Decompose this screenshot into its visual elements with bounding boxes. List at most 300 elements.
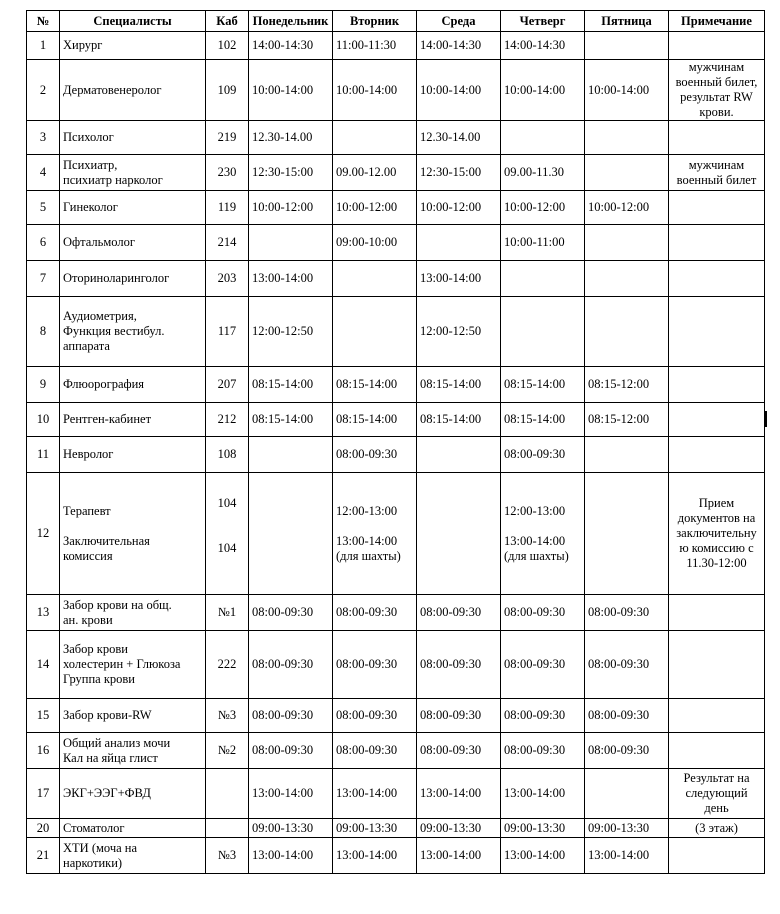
friday-cell: [585, 60, 669, 121]
note-cell: [669, 297, 765, 367]
friday-cell-line: 10:00-14:00: [588, 82, 650, 97]
specialist-cell-line: Офтальмолог: [63, 235, 135, 249]
room-cell-line: 119: [217, 200, 237, 214]
tuesday-cell: [333, 595, 417, 631]
room-cell: [206, 769, 249, 819]
room-cell-line: [209, 556, 245, 571]
specialist-cell-line: Терапевт: [63, 503, 111, 518]
tuesday-cell: [333, 733, 417, 769]
header-tuesday: Вторник: [333, 11, 417, 32]
schedule-body: [27, 32, 765, 874]
monday-cell: [249, 32, 333, 60]
specialist-cell: [60, 473, 206, 595]
specialist-cell-line: Забор крови: [63, 642, 128, 656]
note-cell: [669, 32, 765, 60]
note-cell-line: военный билет: [676, 172, 757, 187]
room-cell: [206, 155, 249, 191]
row-number: 13: [27, 595, 60, 631]
thursday-cell: [501, 819, 585, 838]
friday-cell: [585, 121, 669, 155]
header-thursday: Четверг: [501, 11, 585, 32]
note-cell-line: (3 этаж): [695, 820, 738, 835]
friday-cell: [585, 819, 669, 838]
wednesday-cell: [417, 121, 501, 155]
thursday-cell-line: 10:00-12:00: [504, 200, 566, 214]
specialist-cell: [60, 631, 206, 699]
thursday-cell: [501, 437, 585, 473]
monday-cell-line: 08:00-09:30: [252, 605, 314, 619]
table-row: [27, 819, 765, 838]
note-cell-line: мужчинам: [688, 60, 745, 74]
row-number: 11: [27, 437, 60, 473]
note-cell-line: Результат на: [683, 771, 750, 785]
wednesday-cell-line: 10:00-12:00: [420, 200, 482, 214]
row-number: 6: [27, 225, 60, 261]
thursday-cell: [501, 155, 585, 191]
note-cell: [669, 733, 765, 769]
specialist-cell: [60, 437, 206, 473]
header-wednesday: Среда: [417, 11, 501, 32]
note-cell-line: день: [704, 801, 729, 815]
note-cell: [669, 437, 765, 473]
row-number: 16: [27, 733, 60, 769]
row-number: 9: [27, 367, 60, 403]
specialist-cell: [60, 699, 206, 733]
friday-cell: [585, 699, 669, 733]
wednesday-cell-line: 08:15-14:00: [420, 412, 482, 426]
monday-cell: [249, 121, 333, 155]
specialist-cell-line: наркотики): [63, 855, 123, 870]
specialist-cell-line: Дерматовенеролог: [63, 82, 162, 97]
room-cell-line: №2: [217, 743, 237, 757]
tuesday-cell: [333, 699, 417, 733]
tuesday-cell-line: 08:00-09:30: [336, 447, 398, 461]
wednesday-cell-line: 12.30-14.00: [420, 130, 481, 144]
note-cell: [669, 699, 765, 733]
friday-cell: [585, 769, 669, 819]
friday-cell: [585, 367, 669, 403]
specialist-cell: [60, 60, 206, 121]
monday-cell-line: 08:00-09:30: [252, 657, 314, 671]
friday-cell-line: 08:00-09:30: [588, 708, 650, 722]
thursday-cell-line: 08:15-14:00: [504, 412, 566, 426]
monday-cell: [249, 838, 333, 874]
room-cell: [206, 733, 249, 769]
specialist-cell-line: Заключительная: [63, 533, 150, 548]
wednesday-cell: [417, 60, 501, 121]
specialist-cell: [60, 32, 206, 60]
room-cell-line: 104: [217, 541, 237, 555]
specialist-cell-line: ХТИ (моча на: [63, 840, 138, 855]
tuesday-cell-line: 13:00-14:00: [336, 533, 398, 548]
monday-cell-line: 09:00-13:30: [252, 820, 314, 835]
monday-cell: [249, 769, 333, 819]
wednesday-cell-line: 09:00-13:30: [420, 820, 482, 835]
specialist-cell: [60, 155, 206, 191]
specialist-cell-line: Гинеколог: [63, 200, 118, 214]
tuesday-cell-line: 13:00-14:00: [336, 848, 398, 862]
note-cell-line: крови.: [699, 105, 734, 119]
wednesday-cell-line: 13:00-14:00: [420, 848, 482, 862]
row-number: 17: [27, 769, 60, 819]
tuesday-cell: [333, 631, 417, 699]
thursday-cell: [501, 473, 585, 595]
monday-cell: [249, 191, 333, 225]
monday-cell-line: 14:00-14:30: [252, 38, 314, 52]
monday-cell: [249, 595, 333, 631]
wednesday-cell: [417, 191, 501, 225]
room-cell: [206, 121, 249, 155]
thursday-cell: [501, 191, 585, 225]
note-cell: [669, 121, 765, 155]
wednesday-cell-line: 12:30-15:00: [420, 165, 482, 179]
specialist-cell-line: Рентген-кабинет: [63, 412, 152, 426]
friday-cell: [585, 32, 669, 60]
specialist-cell-line: Стоматолог: [63, 820, 125, 835]
room-cell-line: 219: [217, 130, 237, 144]
tuesday-cell-line: 09.00-12.00: [336, 165, 397, 179]
friday-cell: [585, 733, 669, 769]
friday-cell: [585, 437, 669, 473]
specialist-cell: [60, 819, 206, 838]
specialist-cell-line: Группа крови: [63, 672, 135, 686]
wednesday-cell-line: 08:00-09:30: [420, 657, 482, 671]
tuesday-cell-line: (для шахты): [336, 548, 401, 563]
table-row: [27, 631, 765, 699]
thursday-cell-line: 09.00-11.30: [504, 165, 564, 179]
tuesday-cell-line: 09:00-13:30: [336, 820, 398, 835]
thursday-cell: [501, 838, 585, 874]
friday-cell: [585, 191, 669, 225]
thursday-cell: [501, 121, 585, 155]
room-cell-line: 108: [217, 447, 237, 461]
thursday-cell-line: (для шахты): [504, 548, 569, 563]
room-cell: [206, 367, 249, 403]
tuesday-cell: [333, 838, 417, 874]
tuesday-cell: [333, 225, 417, 261]
header-specialists: Специалисты: [60, 11, 206, 32]
thursday-cell-line: [504, 519, 581, 534]
room-cell: [206, 60, 249, 121]
thursday-cell-line: 10:00-11:00: [504, 235, 565, 249]
monday-cell: [249, 367, 333, 403]
friday-cell: [585, 838, 669, 874]
room-cell: [206, 297, 249, 367]
note-cell: [669, 155, 765, 191]
specialist-cell-line: Общий анализ мочи: [63, 735, 171, 750]
specialist-cell-line: Хирург: [63, 38, 103, 52]
specialist-cell: [60, 838, 206, 874]
specialist-cell-line: Флюорография: [63, 377, 145, 391]
note-cell: [669, 60, 765, 121]
wednesday-cell: [417, 733, 501, 769]
table-row: [27, 32, 765, 60]
note-cell: [669, 631, 765, 699]
tuesday-cell-line: 09:00-10:00: [336, 235, 398, 249]
specialist-cell: [60, 121, 206, 155]
note-cell: [669, 403, 765, 437]
note-cell-line: мужчинам: [688, 157, 745, 172]
tuesday-cell-line: 10:00-14:00: [336, 82, 398, 97]
room-cell-line: [209, 511, 245, 526]
tuesday-cell: [333, 60, 417, 121]
monday-cell: [249, 225, 333, 261]
note-cell-line: ю комиссию с: [679, 541, 754, 555]
room-cell: [206, 437, 249, 473]
thursday-cell: [501, 733, 585, 769]
specialist-cell-line: Забор крови на общ.: [63, 597, 172, 612]
monday-cell-line: 12.30-14.00: [252, 130, 313, 144]
note-cell-line: военный билет,: [675, 75, 758, 89]
tuesday-cell-line: [336, 519, 413, 534]
row-number: 2: [27, 60, 60, 121]
tuesday-cell: [333, 403, 417, 437]
friday-cell-line: 08:15-12:00: [588, 377, 650, 391]
monday-cell-line: 08:00-09:30: [252, 708, 314, 722]
specialist-cell: [60, 595, 206, 631]
monday-cell-line: 08:15-14:00: [252, 377, 314, 391]
monday-cell: [249, 733, 333, 769]
note-cell: [669, 595, 765, 631]
specialist-cell-line: Забор крови-RW: [63, 708, 152, 722]
table-row: [27, 733, 765, 769]
friday-cell: [585, 631, 669, 699]
table-row: [27, 155, 765, 191]
room-cell-line: 214: [217, 235, 237, 249]
wednesday-cell: [417, 473, 501, 595]
friday-cell: [585, 225, 669, 261]
friday-cell: [585, 155, 669, 191]
friday-cell-line: 08:00-09:30: [588, 605, 650, 619]
row-number: 7: [27, 261, 60, 297]
thursday-cell: [501, 261, 585, 297]
room-cell-line: 222: [217, 657, 237, 671]
header-note: Примечание: [669, 11, 765, 32]
thursday-cell-line: 08:00-09:30: [504, 605, 566, 619]
room-cell: [206, 699, 249, 733]
friday-cell-line: 08:00-09:30: [588, 743, 650, 757]
row-number: 14: [27, 631, 60, 699]
row-number: 8: [27, 297, 60, 367]
specialist-cell: [60, 297, 206, 367]
friday-cell-line: 10:00-12:00: [588, 200, 650, 214]
note-cell: [669, 473, 765, 595]
tuesday-cell: [333, 121, 417, 155]
wednesday-cell-line: 14:00-14:30: [420, 38, 482, 52]
note-cell-line: документов на: [677, 511, 756, 525]
wednesday-cell-line: 08:00-09:30: [420, 708, 482, 722]
specialist-cell: [60, 225, 206, 261]
room-cell-line: №1: [217, 605, 237, 619]
monday-cell: [249, 403, 333, 437]
row-number: 4: [27, 155, 60, 191]
wednesday-cell: [417, 261, 501, 297]
monday-cell: [249, 699, 333, 733]
wednesday-cell: [417, 225, 501, 261]
row-number: 3: [27, 121, 60, 155]
wednesday-cell: [417, 403, 501, 437]
wednesday-cell-line: 08:00-09:30: [420, 743, 482, 757]
row-number: 1: [27, 32, 60, 60]
tuesday-cell-line: 08:15-14:00: [336, 377, 398, 391]
room-cell-line: 109: [217, 82, 237, 97]
tuesday-cell: [333, 367, 417, 403]
specialist-cell-line: Кал на яйца глист: [63, 750, 158, 765]
wednesday-cell-line: 13:00-14:00: [420, 271, 482, 285]
room-cell-line: 212: [217, 412, 237, 426]
row-number: 15: [27, 699, 60, 733]
monday-cell-line: 12:00-12:50: [252, 324, 314, 338]
monday-cell-line: 10:00-12:00: [252, 200, 314, 214]
room-cell: [206, 838, 249, 874]
monday-cell: [249, 437, 333, 473]
header-num: №: [27, 11, 60, 32]
room-cell-line: 230: [217, 165, 237, 179]
thursday-cell-line: 09:00-13:30: [504, 820, 566, 835]
thursday-cell: [501, 32, 585, 60]
friday-cell: [585, 297, 669, 367]
specialist-cell-line: Психиатр,: [63, 157, 118, 172]
specialist-cell-line: Невролог: [63, 447, 114, 461]
room-cell-line: 104: [217, 496, 237, 510]
tuesday-cell: [333, 819, 417, 838]
friday-cell: [585, 473, 669, 595]
header-monday: Понедельник: [249, 11, 333, 32]
friday-cell: [585, 403, 669, 437]
friday-cell: [585, 595, 669, 631]
specialist-cell-line: холестерин + Глюкоза: [63, 657, 181, 671]
table-row: [27, 225, 765, 261]
table-row: [27, 699, 765, 733]
wednesday-cell: [417, 595, 501, 631]
specialist-cell: [60, 191, 206, 225]
specialist-cell: [60, 261, 206, 297]
room-cell-line: 207: [217, 377, 237, 391]
note-cell: [669, 769, 765, 819]
thursday-cell: [501, 699, 585, 733]
thursday-cell-line: 10:00-14:00: [504, 82, 566, 97]
friday-cell-line: 08:15-12:00: [588, 412, 650, 426]
thursday-cell: [501, 595, 585, 631]
monday-cell-line: 10:00-14:00: [252, 82, 314, 97]
wednesday-cell: [417, 297, 501, 367]
room-cell: [206, 595, 249, 631]
specialist-cell: [60, 769, 206, 819]
specialist-cell-line: аппарата: [63, 339, 110, 353]
note-cell: [669, 261, 765, 297]
row-number: 5: [27, 191, 60, 225]
tuesday-cell: [333, 155, 417, 191]
table-row: [27, 121, 765, 155]
note-cell: [669, 819, 765, 838]
wednesday-cell: [417, 769, 501, 819]
monday-cell: [249, 155, 333, 191]
monday-cell: [249, 297, 333, 367]
thursday-cell-line: 13:00-14:00: [504, 533, 566, 548]
note-cell-line: результат RW: [680, 90, 753, 104]
room-cell-line: 102: [217, 38, 237, 52]
thursday-cell: [501, 225, 585, 261]
monday-cell: [249, 261, 333, 297]
room-cell: [206, 819, 249, 838]
table-row: [27, 403, 765, 437]
room-cell: [206, 32, 249, 60]
tuesday-cell-line: 13:00-14:00: [336, 786, 398, 800]
tuesday-cell: [333, 191, 417, 225]
wednesday-cell-line: 08:15-14:00: [420, 377, 482, 391]
thursday-cell-line: 13:00-14:00: [504, 848, 566, 862]
monday-cell-line: 08:00-09:30: [252, 743, 314, 757]
specialist-cell: [60, 733, 206, 769]
room-cell: [206, 191, 249, 225]
thursday-cell-line: 14:00-14:30: [504, 38, 566, 52]
row-number: 21: [27, 838, 60, 874]
room-cell: [206, 631, 249, 699]
room-cell-line: №3: [217, 708, 237, 722]
thursday-cell-line: 08:00-09:30: [504, 708, 566, 722]
specialist-cell: [60, 403, 206, 437]
tuesday-cell: [333, 769, 417, 819]
tuesday-cell-line: 08:15-14:00: [336, 412, 398, 426]
thursday-cell: [501, 297, 585, 367]
wednesday-cell-line: 13:00-14:00: [420, 786, 482, 800]
tuesday-cell-line: 08:00-09:30: [336, 743, 398, 757]
room-cell: [206, 403, 249, 437]
wednesday-cell: [417, 838, 501, 874]
room-cell: [206, 473, 249, 595]
tuesday-cell-line: 08:00-09:30: [336, 657, 398, 671]
friday-cell-line: 13:00-14:00: [588, 848, 650, 862]
friday-cell: [585, 261, 669, 297]
specialist-cell-line: Аудиометрия,: [63, 309, 137, 323]
table-row: [27, 473, 765, 595]
monday-cell: [249, 473, 333, 595]
header-friday: Пятница: [585, 11, 669, 32]
monday-cell-line: 12:30-15:00: [252, 165, 314, 179]
note-cell-line: заключительну: [676, 526, 757, 540]
thursday-cell-line: 12:00-13:00: [504, 503, 566, 518]
tuesday-cell-line: 12:00-13:00: [336, 503, 398, 518]
room-cell-line: 203: [217, 271, 237, 285]
wednesday-cell: [417, 631, 501, 699]
tuesday-cell-line: 08:00-09:30: [336, 708, 398, 722]
note-cell: [669, 191, 765, 225]
monday-cell-line: 13:00-14:00: [252, 786, 314, 800]
specialist-cell-line: Оториноларинголог: [63, 271, 170, 285]
monday-cell-line: 08:15-14:00: [252, 412, 314, 426]
monday-cell: [249, 819, 333, 838]
table-row: [27, 367, 765, 403]
specialist-cell-line: ЭКГ+ЭЭГ+ФВД: [63, 786, 151, 800]
monday-cell-line: 13:00-14:00: [252, 848, 314, 862]
monday-cell-line: 13:00-14:00: [252, 271, 314, 285]
monday-cell: [249, 631, 333, 699]
tuesday-cell: [333, 261, 417, 297]
table-row: [27, 60, 765, 121]
note-cell: [669, 838, 765, 874]
wednesday-cell-line: 12:00-12:50: [420, 324, 482, 338]
specialist-cell-line: ан. крови: [63, 612, 113, 627]
schedule-table: [26, 10, 765, 874]
wednesday-cell: [417, 699, 501, 733]
header-room: Каб: [206, 11, 249, 32]
specialist-cell-line: [63, 519, 202, 534]
specialist-cell-line: Психолог: [63, 130, 114, 144]
tuesday-cell: [333, 32, 417, 60]
room-cell-line: [209, 526, 245, 541]
wednesday-cell-line: 08:00-09:30: [420, 605, 482, 619]
tuesday-cell: [333, 473, 417, 595]
